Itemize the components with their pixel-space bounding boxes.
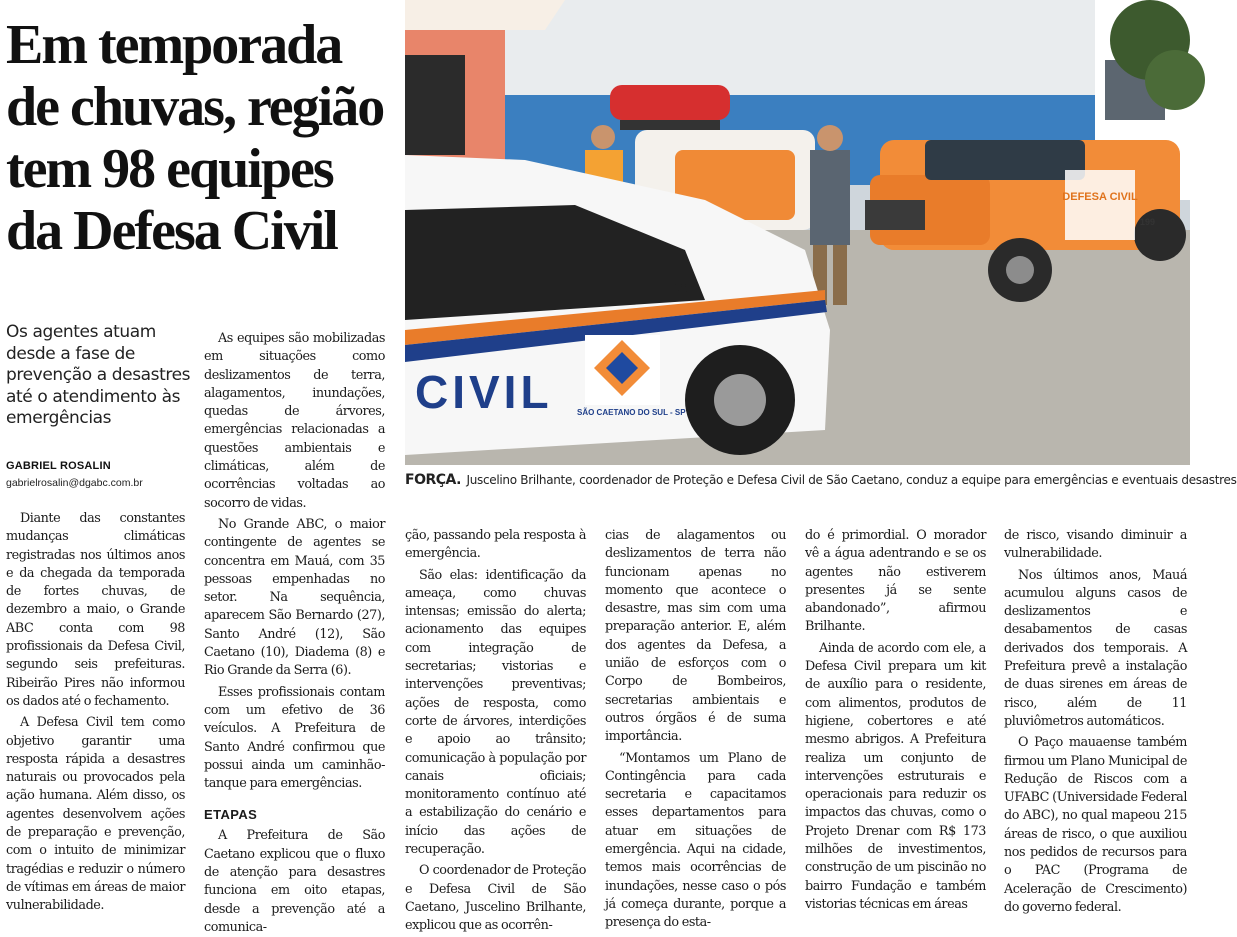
- paragraph: No Grande ABC, o maior contingente de agentes se concentra em Mauá, com 35 pessoas empenhadas no setor. Na sequência, aparecem São Bernardo (27), Santo André (12), São Caetano (10), Diadema (8) e Rio Grande da Serra (6).: [204, 516, 385, 679]
- paragraph: A Defesa Civil tem como objetivo garantir uma resposta rápida a desastres naturais ou provocados pela ação humana. Além disso, os agentes desenvolvem ações de preparação e prevenção, com o intuito de minimizar tragédias e reduzir o número de vítimas em áreas de maior vulnerabilidade.: [6, 715, 185, 914]
- paragraph: ção, passando pela resposta à emergência.: [405, 528, 586, 562]
- paragraph: “Montamos um Plano de Contingência para cada secretaria e capacitamos esses departamentos para atuar em situações de emergência. Aqui na cidade, temos mais ocorrências de inundações, nesse caso o pós já começa durante, porque a presença do esta-: [605, 750, 786, 931]
- paragraph: Diante das constantes mudanças climáticas registradas nos últimos anos e da chegada da temporada de fortes chuvas, de dezembro a maio, o Grande ABC conta com 98 profissionais da Defesa Civil, segundo seis prefeituras. Ribeirão Pires não informou os dados até o fechamento.: [6, 511, 185, 709]
- paragraph: cias de alagamentos ou deslizamentos de terra não funcionam apenas no momento que acontece o desastre, mas sim com uma preparação anterior. E, além dos agentes da Defesa, a união de esforços com o Corpo de Bombeiros, secretarias ambientais e outros órgãos é de suma importância.: [605, 528, 786, 745]
- truck-label: DEFESA CIVIL: [1062, 191, 1138, 203]
- article-column-4: [605, 527, 786, 931]
- article-column-1: [6, 510, 185, 914]
- paragraph: As equipes são mobilizadas em situações como deslizamentos de terra, alagamentos, inundações, quedas de árvores, emergências relacionadas a questões ambientais e climáticas, além de ocorrências voltadas ao socorro de vidas.: [204, 331, 385, 511]
- paragraph: do é primordial. O morador vê a água adentrando e se os agentes não estiverem presentes já se sente abandonado”, afirmou Brilhante.: [805, 528, 986, 635]
- paragraph: Ainda de acordo com ele, a Defesa Civil prepara um kit de auxílio para o residente, com alimentos, produtos de higiene, cobertores e até mesmo abrigos. A Prefeitura realiza um conjunto de intervenções estruturais e operacionais para reduzir os impactos das chuvas, como o Projeto Drenar com R$ 173 milhões de investimentos, construção de um piscinão no bairro Fundação e também vistorias técnicas em áreas: [805, 640, 986, 912]
- headline: Em temporada de chuvas, região tem 98 equipes da Defesa Civil: [6, 14, 384, 262]
- paragraph: A Prefeitura de São Caetano explicou que o fluxo de atenção para desastres funciona em oito etapas, desde a prevenção até a comunica-: [204, 828, 385, 935]
- article-column-3: [405, 527, 586, 934]
- vehicle-number: 199: [673, 279, 697, 295]
- section-heading: ETAPAS: [204, 807, 258, 823]
- article-column-6: [1004, 527, 1187, 915]
- paragraph: O Paço mauaense também firmou um Plano Municipal de Redução de Riscos com a UFABC (Universidade Federal do ABC), no qual mapeou 215 áreas de risco, o que auxiliou nos pedidos de recursos para o PAC (Programa de Aceleração de Crescimento) do governo federal.: [1004, 735, 1187, 915]
- article-column-2: [204, 330, 385, 935]
- photo-caption: [405, 471, 1237, 489]
- news-photo: [405, 0, 1190, 465]
- author-byline: GABRIEL ROSALIN: [6, 460, 111, 472]
- caption-label: FORÇA.: [405, 472, 461, 488]
- emblem-text: SÃO CAETANO DO SUL - SP: [577, 408, 686, 417]
- author-email: gabrielrosalin@dgabc.com.br: [6, 477, 143, 489]
- paragraph: Nos últimos anos, Mauá acumulou alguns casos de deslizamentos e desabamentos de casas derivados dos temporais. A Prefeitura prevê a instalação de duas sirenes em áreas de risco, além de 11 pluviômetros automáticos.: [1004, 567, 1187, 729]
- paragraph: O coordenador de Proteção e Defesa Civil de São Caetano, Juscelino Brilhante, explicou que as ocorrên-: [405, 863, 586, 934]
- vehicle-text: CIVIL: [415, 366, 553, 418]
- caption-text: Juscelino Brilhante, coordenador de Proteção e Defesa Civil de São Caetano, conduz a equipe para emergências e eventuais desastres: [466, 473, 1237, 487]
- subheadline: Os agentes atuam desde a fase de prevenção a desastres até o atendimento às emergências: [6, 322, 191, 428]
- truck-number: 199: [1140, 217, 1156, 227]
- paragraph: São elas: identificação da ameaça, como chuvas intensas; emissão do alerta; acionamento das equipes com integração de secretarias; vistorias e intervenções preventivas; ações de resposta, como corte de árvores, interdições e apoio ao trânsito; comunicação à população por canais oficiais; monitoramento contínuo até a estabilização do cenário e início das ações de recuperação.: [405, 567, 586, 858]
- paragraph: Esses profissionais contam com um efetivo de 36 veículos. A Prefeitura de Santo André confirmou que possui ainda um caminhão-tanque para emergências.: [204, 684, 385, 792]
- paragraph: de risco, visando diminuir a vulnerabilidade.: [1004, 528, 1187, 562]
- article-column-5: [805, 527, 986, 912]
